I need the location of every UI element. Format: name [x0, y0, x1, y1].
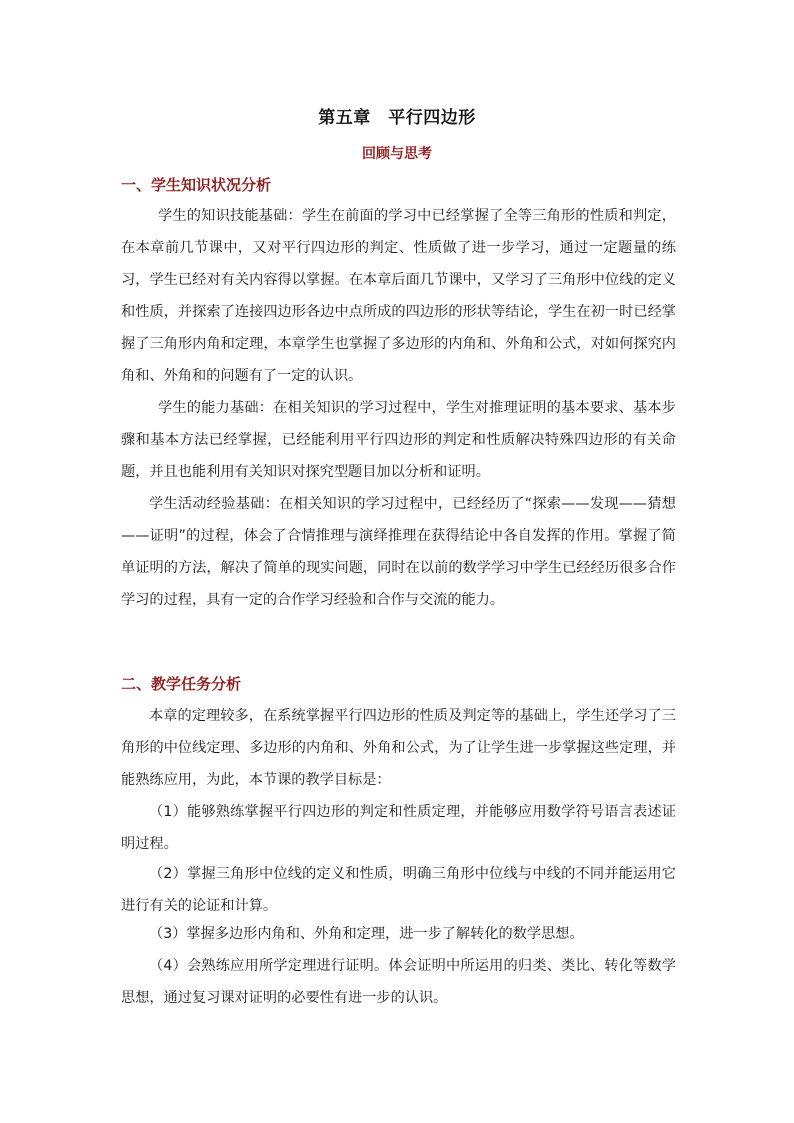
goal-item-2: （2）掌握三角形中位线的定义和性质，明确三角形中位线与中线的不同并能运用它进行有关的论证和计算。 [121, 866, 676, 914]
paragraph-experience-basis: 学生活动经验基础：在相关知识的学习过程中，已经经历了“探索——发现——猜想——证明”的过程，体会了合情推理与演绎推理在获得结论中各自发挥的作用。掌握了简单证明的方法，解决了简单的现实问题，同时在以前的数学学习中学生已经经历很多合作学习的过程，具有一定的合作学习经验和合作与交流的能力。 [121, 496, 676, 608]
section-heading-student-analysis: 一、学生知识状况分析 [121, 176, 272, 194]
chapter-title: 第五章 平行四边形 [318, 108, 476, 128]
goal-item-4: （4）会熟练应用所学定理进行证明。体会证明中所运用的归类、类比、转化等数学思想，通过复习课对证明的必要性有进一步的认识。 [121, 958, 676, 1006]
goal-item-1: （1）能够熟练掌握平行四边形的判定和性质定理，并能够应用数学符号语言表述证明过程。 [121, 804, 676, 852]
paragraph-ability-basis: 学生的能力基础：在相关知识的学习过程中，学生对推理证明的基本要求、基本步骤和基本方法已经掌握，已经能利用平行四边形的判定和性质解决特殊四边形的有关命题，并且也能利用有关知识对探究型题目加以分析和证明。 [121, 400, 676, 480]
section-heading-task-analysis: 二、教学任务分析 [121, 675, 242, 693]
paragraph-task-intro: 本章的定理较多，在系统掌握平行四边形的性质及判定等的基础上，学生还学习了三角形的中位线定理、多边形的内角和、外角和公式，为了让学生进一步掌握这些定理，并能熟练应用，为此，本节课的教学目标是： [121, 708, 676, 788]
section-subtitle: 回顾与思考 [362, 146, 432, 162]
paragraph-knowledge-basis: 学生的知识技能基础：学生在前面的学习中已经掌握了全等三角形的性质和判定，在本章前几节课中，又对平行四边形的判定、性质做了进一步学习，通过一定题量的练习，学生已经对有关内容得以掌握。在本章后面几节课中，又学习了三角形中位线的定义和性质，并探索了连接四边形各边中点所成的四边形的形状等结论，学生在初一时已经掌握了三角形内角和定理，本章学生也掌握了多边形的内角和、外角和公式，对如何探究内角和、外角和的问题有了一定的认识。 [121, 208, 676, 384]
goal-item-3: （3）掌握多边形内角和、外角和定理，进一步了解转化的数学思想。 [149, 926, 584, 942]
